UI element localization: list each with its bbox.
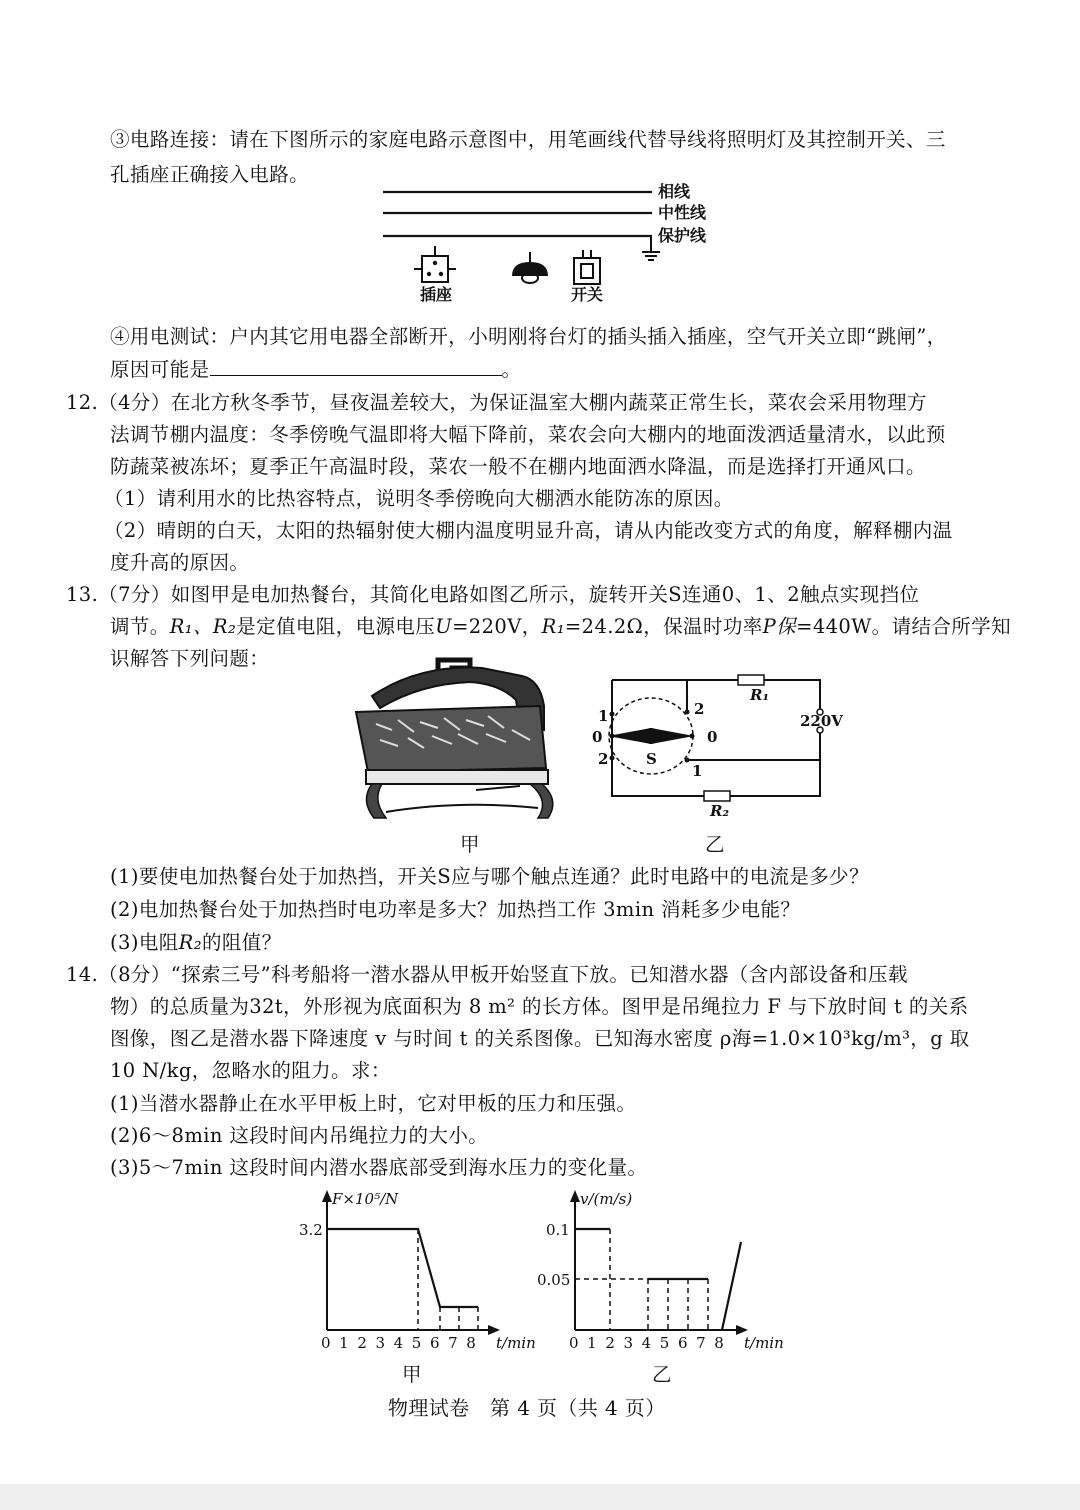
tick: 1 [587, 1334, 606, 1352]
tick: 6 [677, 1334, 697, 1352]
tick: 6 [429, 1334, 449, 1352]
tick: 5 [659, 1334, 678, 1352]
q11-part4-end: 。 [501, 358, 522, 381]
switch-label: 开关 [571, 285, 604, 304]
contact-right-0: 0 [707, 728, 718, 746]
contact-right-1: 1 [692, 762, 703, 780]
q12-sub2-line1: （2）晴朗的白天，太阳的热辐射使大棚内温度明显升高，请从内能改变方式的角度，解释棚内温 [104, 519, 953, 542]
q13-symbol-r: R₁、R₂ [169, 615, 237, 638]
q13-text: =220V， [452, 615, 542, 638]
q13-sub1: (1)要使电加热餐台处于加热挡，开关S应与哪个触点连通？此时电路中的电流是多少？ [110, 865, 869, 888]
q13-text: 是定值电阻，电源电压 [236, 615, 436, 638]
q14-sub2: (2)6～8min 这段时间内吊绳拉力的大小。 [110, 1124, 489, 1147]
q13-text: 调节。 [110, 615, 170, 638]
graph-a-y-tick: 3.2 [299, 1221, 323, 1239]
wire-label-ground: 保护线 [658, 226, 707, 245]
tick: 3 [623, 1334, 642, 1352]
graph-b-x-label: t/min [744, 1334, 784, 1352]
q11-part3-line1: ③电路连接：请在下图所示的家庭电路示意图中，用笔画线代替导线将照明灯及其控制开关、三 [110, 128, 946, 151]
contact-left-0: 0 [592, 728, 603, 746]
graph-b-y-tick-0-05: 0.05 [537, 1271, 571, 1289]
label-r1: R₁ [750, 686, 770, 704]
q14-line4: 10 N/kg，忽略水的阻力。求： [110, 1059, 391, 1082]
contact-right-2: 2 [694, 700, 705, 718]
q13-sub3-text: 的阻值？ [201, 931, 282, 954]
wire-label-neutral: 中性线 [658, 203, 707, 222]
tick: 2 [357, 1334, 376, 1352]
q13-line3: 识解答下列问题： [110, 647, 270, 670]
fig-caption-jia: 甲 [460, 833, 480, 856]
tick: 4 [393, 1334, 412, 1352]
q13-sub3-symbol: R₂ [178, 931, 202, 954]
graph-a-y-label: F×10⁵/N [332, 1190, 399, 1208]
graph-a-caption: 甲 [402, 1363, 422, 1386]
q11-part3-line2: 孔插座正确接入电路。 [110, 163, 310, 186]
q13-text: =440W。请结合所学知 [796, 615, 1011, 638]
q13-sub2: (2)电加热餐台处于加热挡时电功率是多大？加热挡工作 3min 消耗多少电能？ [110, 898, 801, 921]
q12-sub2-line2: 度升高的原因。 [110, 551, 250, 574]
page-footer: 物理试卷 第 4 页（共 4 页） [388, 1396, 666, 1420]
tick: 0 [569, 1334, 588, 1352]
contact-left-1: 1 [598, 707, 609, 725]
q13-line1: 13.（7分）如图甲是电加热餐台，其简化电路如图乙所示，旋转开关S连通0、1、2触点实现挡位 [66, 583, 920, 606]
contact-left-2: 2 [598, 750, 609, 768]
tick: 3 [375, 1334, 394, 1352]
q14-sub1: (1)当潜水器静止在水平甲板上时，它对甲板的压力和压强。 [110, 1092, 637, 1115]
tick: 0 [321, 1334, 340, 1352]
q11-part4-line1: ④用电测试：户内其它用电器全部断开，小明刚将台灯的插头插入插座，空气开关立即“跳闸”， [110, 325, 947, 348]
label-voltage: 220V [800, 712, 843, 730]
tick: 2 [605, 1334, 624, 1352]
graph-b-y-label: v/(m/s) [580, 1190, 633, 1208]
wire-label-live: 相线 [658, 182, 691, 201]
q13-text: =24.2Ω，保温时功率 [564, 615, 763, 638]
label-switch-s: S [646, 750, 657, 768]
tick: 8 [714, 1334, 733, 1352]
graph-b-x-ticks [569, 1334, 732, 1352]
q12-line1: 12.（4分）在北方秋冬季节，昼夜温差较大，为保证温室大棚内蔬菜正常生长，菜农会采用物理方 [66, 391, 927, 414]
q14-sub3: (3)5～7min 这段时间内潜水器底部受到海水压力的变化量。 [110, 1156, 648, 1179]
label-r2: R₂ [710, 802, 730, 820]
q13-symbol-u: U [435, 615, 453, 638]
tick: 1 [339, 1334, 358, 1352]
q11-part4-prompt: 原因可能是 [110, 358, 210, 381]
q14-line3: 图像，图乙是潜水器下降速度 v 与时间 t 的关系图像。已知海水密度 ρ海=1.0×10³kg/m³，g 取 [110, 1027, 970, 1050]
graph-a-x-label: t/min [496, 1334, 536, 1352]
q12-line2: 法调节棚内温度：冬季傍晚气温即将大幅下降前，菜农会向大棚内的地面泼洒适量清水，以此预 [110, 423, 946, 446]
q14-line1: 14.（8分）“探索三号”科考船将一潜水器从甲板开始竖直下放。已知潜水器（含内部设备和压载 [66, 963, 908, 986]
q13-symbol-p: P保 [762, 615, 797, 638]
tick: 5 [411, 1334, 430, 1352]
q13-sub3-text: (3)电阻 [110, 931, 179, 954]
socket-label: 插座 [420, 285, 453, 304]
tick: 4 [641, 1334, 660, 1352]
graph-b-y-tick-0-1: 0.1 [546, 1221, 570, 1239]
q12-line3: 防蔬菜被冻坏；夏季正午高温时段，菜农一般不在棚内地面洒水降温，而是选择打开通风口。 [110, 455, 926, 478]
q12-sub1: （1）请利用水的比热容特点，说明冬季傍晚向大棚洒水能防冻的原因。 [104, 487, 734, 510]
graph-b-caption: 乙 [652, 1363, 672, 1386]
tick: 8 [466, 1334, 485, 1352]
bottom-margin-band [0, 1484, 1080, 1510]
tick: 7 [696, 1334, 715, 1352]
q13-symbol-r1: R₁ [541, 615, 565, 638]
tick: 7 [448, 1334, 467, 1352]
fig-caption-yi: 乙 [705, 833, 725, 856]
q14-line2: 物）的总质量为32t，外形视为底面积为 8 m² 的长方体。图甲是吊绳拉力 F 与下放时间 t 的关系 [110, 995, 969, 1018]
